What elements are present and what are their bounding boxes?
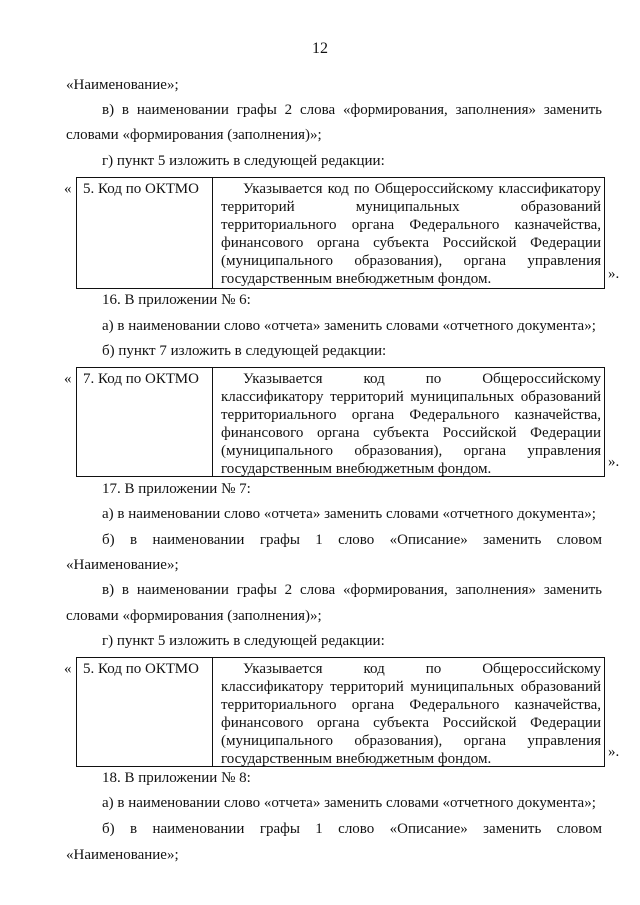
text-line: «Наименование»; (66, 557, 179, 573)
text-line: в) в наименовании графы 2 слова «формирования, заполнения» заменить (102, 102, 602, 118)
text-line: б) в наименовании графы 1 слово «Описание» заменить словом (102, 821, 602, 837)
text-line: а) в наименовании слово «отчета» заменить словами «отчетного документа»; (102, 506, 596, 522)
table-oktmo-2 (76, 367, 605, 477)
table-oktmo-1 (76, 177, 605, 289)
text-line: г) пункт 5 изложить в следующей редакции: (102, 153, 385, 169)
text-line: 16. В приложении № 6: (102, 292, 251, 308)
quote-open: « (64, 371, 72, 387)
text-line: б) в наименовании графы 1 слово «Описание» заменить словом (102, 532, 602, 548)
text-line: в) в наименовании графы 2 слова «формирования, заполнения» заменить (102, 582, 602, 598)
table-label: 5. Код по ОКТМО (77, 658, 213, 766)
text-line: а) в наименовании слово «отчета» заменить словами «отчетного документа»; (102, 318, 596, 334)
table-label: 5. Код по ОКТМО (77, 178, 213, 288)
quote-close: ». (608, 454, 620, 470)
table-description: Указывается код по Общероссийскому классификатору территорий муниципальных образований территориального органа Федерального казначейства, финансового органа субъекта Российской Федерации (муниципального образования), органа управления государственным внебюджетным фондом. (221, 661, 601, 767)
table-description: Указывается код по Общероссийскому классификатору территорий муниципальных образований территориального органа Федерального казначейства, финансового органа субъекта Российской Федерации (муниципального образования), органа управления государственным внебюджетным фондом. (221, 181, 601, 287)
table-label: 7. Код по ОКТМО (77, 368, 213, 476)
text-line: г) пункт 5 изложить в следующей редакции: (102, 633, 385, 649)
text-line: словами «формирования (заполнения)»; (66, 127, 322, 143)
quote-close: ». (608, 744, 620, 760)
text-line: «Наименование»; (66, 77, 179, 93)
page-number: 12 (312, 40, 328, 57)
text-line: 18. В приложении № 8: (102, 770, 251, 786)
text-line: а) в наименовании слово «отчета» заменить словами «отчетного документа»; (102, 795, 596, 811)
quote-close: ». (608, 266, 620, 282)
text-line: 17. В приложении № 7: (102, 481, 251, 497)
table-oktmo-3 (76, 657, 605, 767)
text-line: «Наименование»; (66, 847, 179, 863)
table-description: Указывается код по Общероссийскому классификатору территорий муниципальных образований территориального органа Федерального казначейства, финансового органа субъекта Российской Федерации (муниципального образования), органа управления государственным внебюджетным фондом. (221, 371, 601, 477)
quote-open: « (64, 181, 72, 197)
text-line: словами «формирования (заполнения)»; (66, 608, 322, 624)
quote-open: « (64, 661, 72, 677)
text-line: б) пункт 7 изложить в следующей редакции: (102, 343, 387, 359)
